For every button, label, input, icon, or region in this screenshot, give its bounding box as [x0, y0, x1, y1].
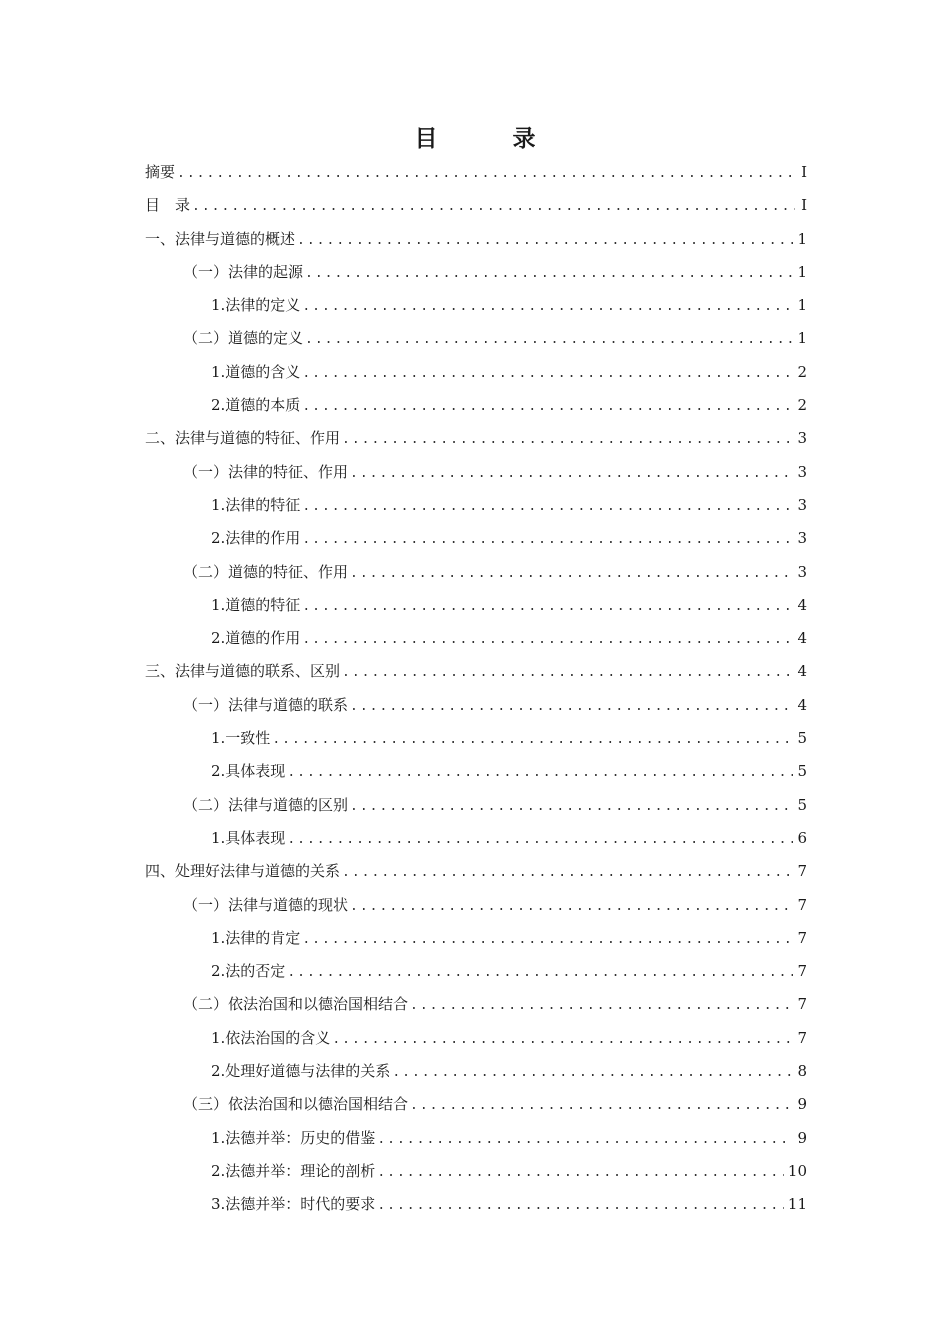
toc-entry-label: （二）法律与道德的区别	[183, 795, 349, 814]
toc-leader-dots	[177, 162, 795, 186]
toc-leader-dots	[305, 328, 793, 352]
toc-entry-page-number: 4	[797, 595, 807, 614]
toc-entry-page-number: I	[801, 196, 807, 215]
toc-entry-label: 1.法律的肯定	[211, 928, 301, 947]
toc-entry-label: （三）依法治国和以德治国相结合	[183, 1095, 409, 1114]
toc-entry-page-number: 1	[797, 329, 807, 348]
toc-entry[interactable]	[145, 893, 807, 926]
toc-entry-page-number: 1	[797, 296, 807, 315]
toc-leader-dots	[350, 895, 793, 919]
toc-entry[interactable]	[145, 1159, 807, 1192]
toc-leader-dots	[297, 229, 793, 253]
toc-leader-dots	[302, 395, 793, 419]
toc-entry-label: 2.处理好道德与法律的关系	[211, 1062, 391, 1081]
toc-entry-label: 3.法德并举：时代的要求	[211, 1195, 376, 1214]
toc-entry-page-number: 3	[797, 562, 807, 581]
table-of-contents	[145, 160, 807, 1226]
toc-leader-dots	[302, 528, 793, 552]
toc-entry-label: 2.具体表现	[211, 762, 286, 781]
toc-entry-label: （二）道德的特征、作用	[183, 562, 349, 581]
toc-entry-label: 摘要	[145, 163, 176, 181]
toc-entry-page-number: 3	[797, 462, 807, 481]
toc-entry-page-number: 9	[797, 1128, 807, 1147]
toc-entry-label: 1.一致性	[211, 729, 271, 748]
toc-leader-dots	[392, 1061, 793, 1085]
toc-entry[interactable]	[145, 1026, 807, 1059]
toc-entry-page-number: 9	[797, 1095, 807, 1114]
toc-entry-page-number: 7	[797, 962, 807, 981]
toc-leader-dots	[377, 1128, 793, 1152]
toc-leader-dots	[342, 428, 793, 452]
toc-entry-label: 2.法的否定	[211, 962, 286, 981]
toc-entry-label: 三、法律与道德的联系、区别	[145, 662, 341, 681]
toc-leader-dots	[302, 495, 793, 519]
toc-entry[interactable]	[145, 659, 807, 692]
toc-leader-dots	[350, 695, 793, 719]
toc-entry[interactable]	[145, 1092, 807, 1125]
toc-entry[interactable]	[145, 493, 807, 526]
toc-entry-label: 1.法律的特征	[211, 495, 301, 514]
toc-entry-label: 1.道德的特征	[211, 595, 301, 614]
toc-entry-page-number: 7	[797, 928, 807, 947]
toc-entry[interactable]	[145, 526, 807, 559]
toc-entry-label: 1.道德的含义	[211, 362, 301, 381]
toc-entry[interactable]	[145, 560, 807, 593]
toc-entry-page-number: 6	[797, 828, 807, 847]
toc-entry-label: 2.道德的本质	[211, 396, 301, 415]
toc-entry-page-number: 10	[787, 1161, 807, 1180]
toc-entry[interactable]	[145, 626, 807, 659]
toc-leader-dots	[272, 728, 793, 752]
toc-entry-page-number: 3	[797, 495, 807, 514]
toc-entry-page-number: 1	[797, 229, 807, 248]
toc-entry[interactable]	[145, 759, 807, 792]
toc-entry-page-number: 4	[797, 695, 807, 714]
toc-entry-page-number: 2	[797, 396, 807, 415]
toc-entry-page-number: 7	[797, 1028, 807, 1047]
toc-leader-dots	[302, 628, 793, 652]
toc-entry-page-number: 3	[797, 529, 807, 548]
toc-entry-label: 1.具体表现	[211, 828, 286, 847]
toc-entry-label: （二）道德的定义	[183, 329, 304, 348]
toc-entry[interactable]	[145, 1126, 807, 1159]
toc-leader-dots	[377, 1161, 784, 1185]
toc-entry[interactable]	[145, 393, 807, 426]
toc-leader-dots	[302, 362, 793, 386]
toc-entry-page-number: 2	[797, 362, 807, 381]
toc-entry-label: （二）依法治国和以德治国相结合	[183, 995, 409, 1014]
toc-entry[interactable]	[145, 160, 807, 193]
toc-entry-label: 2.道德的作用	[211, 629, 301, 648]
toc-entry[interactable]	[145, 426, 807, 459]
toc-entry[interactable]	[145, 193, 807, 226]
toc-entry-page-number: 5	[797, 795, 807, 814]
toc-leader-dots	[350, 462, 793, 486]
toc-entry[interactable]	[145, 992, 807, 1025]
toc-entry-label: 1.法德并举：历史的借鉴	[211, 1128, 376, 1147]
toc-entry[interactable]	[145, 326, 807, 359]
toc-entry[interactable]	[145, 926, 807, 959]
toc-leader-dots	[350, 795, 793, 819]
toc-entry[interactable]	[145, 260, 807, 293]
toc-entry-page-number: 7	[797, 895, 807, 914]
toc-entry-page-number: 1	[797, 262, 807, 281]
toc-entry-page-number: 7	[797, 862, 807, 881]
toc-entry-label: （一）法律的起源	[183, 262, 304, 281]
toc-entry[interactable]	[145, 726, 807, 759]
toc-entry-label: 2.法律的作用	[211, 529, 301, 548]
toc-entry[interactable]	[145, 460, 807, 493]
toc-entry-label: （一）法律的特征、作用	[183, 462, 349, 481]
toc-leader-dots	[287, 761, 793, 785]
toc-leader-dots	[350, 562, 793, 586]
toc-entry[interactable]	[145, 826, 807, 859]
toc-entry-page-number: I	[801, 163, 807, 181]
toc-entry-page-number: 11	[787, 1195, 807, 1214]
toc-entry[interactable]	[145, 959, 807, 992]
toc-entry[interactable]	[145, 1059, 807, 1092]
toc-entry-page-number: 8	[797, 1062, 807, 1081]
toc-leader-dots	[287, 961, 793, 985]
toc-leader-dots	[305, 262, 793, 286]
toc-entry-page-number: 3	[797, 429, 807, 448]
toc-entry-label: 目 录	[145, 196, 191, 215]
toc-entry-label: 一、法律与道德的概述	[145, 229, 296, 248]
toc-entry[interactable]	[145, 859, 807, 892]
toc-entry-label: 1.依法治国的含义	[211, 1028, 331, 1047]
toc-entry-label: 四、处理好法律与道德的关系	[145, 862, 341, 881]
page-title: 目 录	[414, 125, 562, 152]
toc-leader-dots	[342, 661, 793, 685]
toc-leader-dots	[377, 1194, 784, 1218]
toc-entry[interactable]	[145, 1192, 807, 1225]
toc-entry-page-number: 5	[797, 729, 807, 748]
toc-entry-page-number: 5	[797, 762, 807, 781]
toc-entry-page-number: 7	[797, 995, 807, 1014]
toc-entry-label: （一）法律与道德的联系	[183, 695, 349, 714]
toc-entry[interactable]	[145, 593, 807, 626]
toc-leader-dots	[192, 195, 795, 219]
toc-entry[interactable]	[145, 227, 807, 260]
toc-entry-page-number: 4	[797, 662, 807, 681]
toc-leader-dots	[302, 595, 793, 619]
toc-leader-dots	[302, 295, 793, 319]
toc-entry[interactable]	[145, 293, 807, 326]
toc-leader-dots	[342, 861, 793, 885]
toc-leader-dots	[287, 828, 793, 852]
toc-entry[interactable]	[145, 693, 807, 726]
toc-leader-dots	[302, 928, 793, 952]
toc-entry-label: （一）法律与道德的现状	[183, 895, 349, 914]
toc-entry-page-number: 4	[797, 629, 807, 648]
toc-entry[interactable]	[145, 360, 807, 393]
toc-entry-label: 1.法律的定义	[211, 296, 301, 315]
toc-entry[interactable]	[145, 793, 807, 826]
toc-leader-dots	[332, 1028, 793, 1052]
toc-entry-label: 二、法律与道德的特征、作用	[145, 429, 341, 448]
toc-leader-dots	[410, 1094, 793, 1118]
toc-leader-dots	[410, 994, 793, 1018]
toc-entry-label: 2.法德并举：理论的剖析	[211, 1161, 376, 1180]
